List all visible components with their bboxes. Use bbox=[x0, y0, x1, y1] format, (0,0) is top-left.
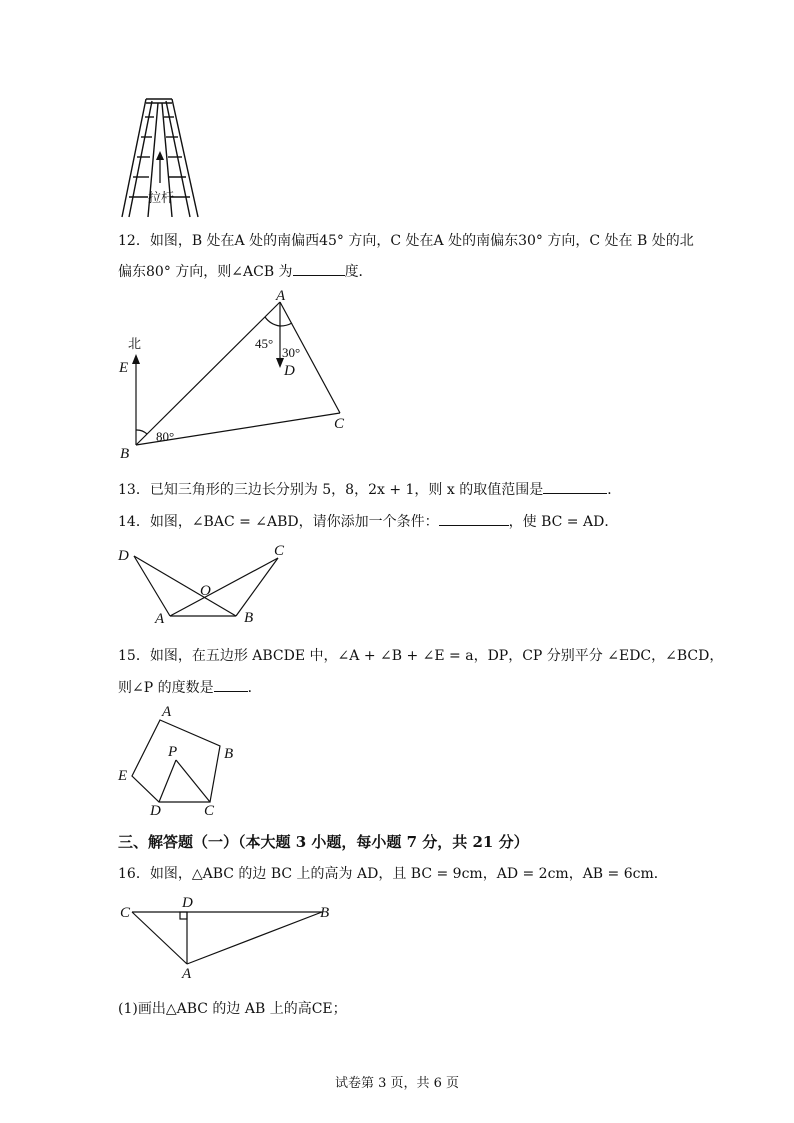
q15-label-P: P bbox=[168, 744, 178, 760]
q15-figure bbox=[112, 702, 247, 820]
page-footer: 试卷第 3 页，共 6 页 bbox=[334, 1076, 460, 1091]
q12-label-B: B bbox=[120, 446, 130, 462]
q12-angle-45: 45° bbox=[255, 336, 274, 351]
q15-label-B: B bbox=[224, 746, 234, 762]
q12-answer-blank[interactable] bbox=[293, 263, 345, 276]
q16-label-C: C bbox=[120, 905, 131, 921]
q15-line2: 则∠P 的度数是 ． bbox=[118, 680, 262, 696]
q16-line: 16．如图，△ABC 的边 BC 上的高为 AD，且 BC = 9cm，AD = 2cm，AB = 6cm． bbox=[118, 866, 668, 882]
q12-angle-30: 30° bbox=[282, 345, 301, 360]
q16-sub1: (1)画出△ABC 的边 AB 上的高CE； bbox=[118, 1001, 347, 1017]
q15-label-D: D bbox=[150, 803, 161, 819]
q14-answer-blank[interactable] bbox=[439, 513, 509, 526]
q16-label-B: B bbox=[320, 905, 330, 921]
q14-line: 14．如图，∠BAC = ∠ABD，请你添加一个条件： ，使 BC = AD． bbox=[118, 514, 619, 530]
q12-line2: 偏东80° 方向，则∠ACB 为 度． bbox=[118, 264, 373, 280]
q13-answer-blank[interactable] bbox=[543, 481, 607, 494]
q12-label-E: E bbox=[119, 360, 129, 376]
q12-line1: 12．如图，B 处在A 处的南偏西45° 方向，C 处在A 处的南偏东30° 方向，C 处在 B 处的北 bbox=[118, 233, 694, 249]
ladder-label: 拉杆 bbox=[148, 191, 175, 206]
q16-label-A: A bbox=[182, 966, 192, 982]
q12-figure bbox=[110, 290, 360, 465]
q15-label-A: A bbox=[162, 704, 172, 720]
q13-line: 13．已知三角形的三边长分别为 5，8，2x + 1，则 x 的取值范围是 ． bbox=[118, 482, 622, 498]
q15-label-C: C bbox=[204, 803, 215, 819]
q12-label-D: D bbox=[284, 363, 295, 379]
section-3-title: 三、解答题（一）（本大题 3 小题，每小题 7 分，共 21 分） bbox=[118, 833, 529, 851]
ladder-figure bbox=[110, 95, 210, 220]
q14-figure bbox=[110, 540, 300, 628]
q14-label-O: O bbox=[200, 583, 211, 599]
q12-label-A: A bbox=[276, 290, 286, 304]
q12-label-C: C bbox=[334, 416, 345, 432]
q14-label-C: C bbox=[274, 543, 285, 559]
q14-label-D: D bbox=[118, 548, 129, 564]
q14-label-B: B bbox=[244, 610, 254, 626]
q16-figure bbox=[112, 892, 342, 982]
q16-label-D: D bbox=[182, 895, 193, 911]
q12-angle-80: 80° bbox=[156, 429, 175, 444]
q15-answer-blank[interactable] bbox=[214, 679, 248, 692]
q12-north-label: 北 bbox=[128, 337, 142, 352]
q14-label-A: A bbox=[155, 611, 165, 627]
q15-line1: 15．如图，在五边形 ABCDE 中，∠A + ∠B + ∠E = a，DP，CP 分别平分 ∠EDC，∠BCD， bbox=[118, 648, 724, 664]
q15-label-E: E bbox=[118, 768, 128, 784]
